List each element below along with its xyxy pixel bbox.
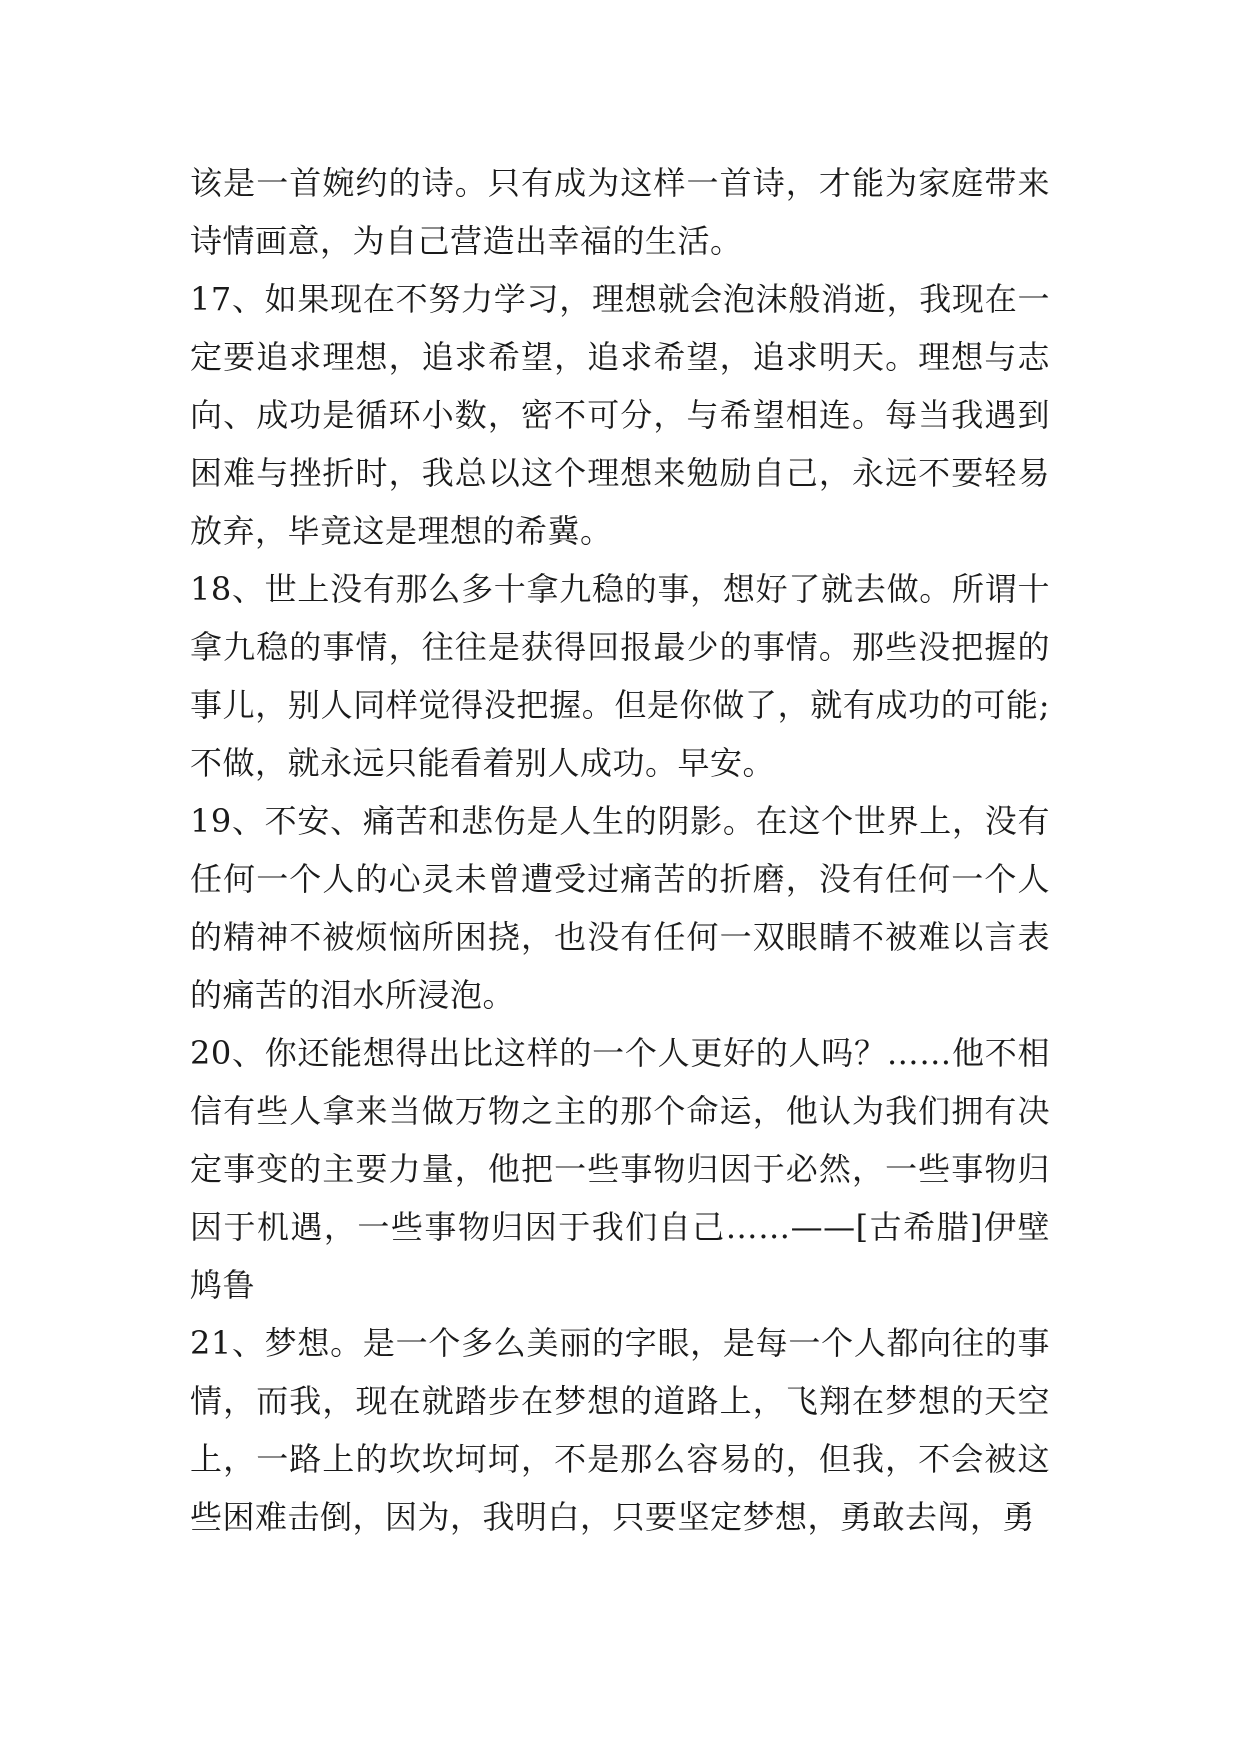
paragraph-20: 20、你还能想得出比这样的一个人更好的人吗？……他不相信有些人拿来当做万物之主的那个命运，他认为我们拥有决定事变的主要力量，他把一些事物归因于必然，一些事物归因于机遇，一些事物归因于我们自己……——[古希腊]伊壁鸠鲁 [190,1034,1050,1304]
paragraph-continuation: 该是一首婉约的诗。只有成为这样一首诗，才能为家庭带来诗情画意，为自己营造出幸福的生活。 [190,164,1050,260]
document-body [190,154,1050,1546]
paragraph-21: 21、梦想。是一个多么美丽的字眼，是每一个人都向往的事情，而我，现在就踏步在梦想的道路上，飞翔在梦想的天空上，一路上的坎坎坷坷，不是那么容易的，但我，不会被这些困难击倒，因为，我明白，只要坚定梦想，勇敢去闯，勇 [190,1324,1050,1536]
paragraph-19: 19、不安、痛苦和悲伤是人生的阴影。在这个世界上，没有任何一个人的心灵未曾遭受过痛苦的折磨，没有任何一个人的精神不被烦恼所困挠，也没有任何一双眼睛不被难以言表的痛苦的泪水所浸泡。 [190,802,1050,1014]
paragraph-18: 18、世上没有那么多十拿九稳的事，想好了就去做。所谓十拿九稳的事情，往往是获得回报最少的事情。那些没把握的事儿，别人同样觉得没把握。但是你做了，就有成功的可能;不做，就永远只能看着别人成功。早安。 [190,570,1050,782]
paragraph-17: 17、如果现在不努力学习，理想就会泡沫般消逝，我现在一定要追求理想，追求希望，追求希望，追求明天。理想与志向、成功是循环小数，密不可分，与希望相连。每当我遇到困难与挫折时，我总以这个理想来勉励自己，永远不要轻易放弃，毕竟这是理想的希冀。 [190,280,1050,550]
